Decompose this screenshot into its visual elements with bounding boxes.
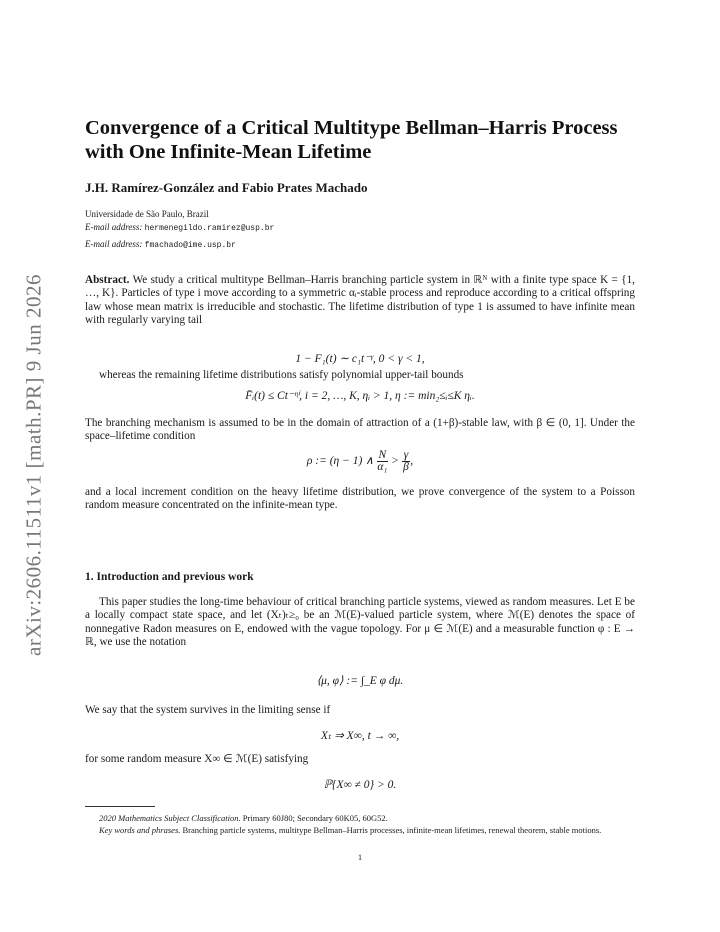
abstract-paragraph-2-wrap (85, 369, 635, 382)
intro-paragraph-2: We say that the system survives in the limiting sense if (85, 704, 331, 716)
eq-rho-left: ρ := (η − 1) ∧ (306, 455, 374, 468)
paper-authors: J.H. Ramírez-González and Fabio Prates Machado (85, 180, 368, 195)
fraction-denominator: α₁ (377, 461, 388, 473)
intro-paragraph-3-wrap (85, 753, 635, 766)
email-line-1 (85, 221, 635, 235)
page-number: 1 (357, 852, 363, 862)
email-address-1[interactable]: hermenegildo.ramirez@usp.br (144, 224, 275, 233)
fraction-denominator: β (403, 461, 409, 473)
arxiv-identifier: arXiv:2606.11511v1 [math.PR] 9 Jun 2026 (21, 274, 46, 656)
equation-upper-tail: F̄ᵢ(t) ≤ Ct⁻ᶯⁱ, i = 2, …, K, ηᵢ > 1, η := min₂≤ᵢ≤K ηᵢ. (245, 390, 475, 402)
abstract-paragraph-1 (85, 274, 635, 327)
equation-convergence: Xₜ ⇒ X∞, t → ∞, (320, 730, 400, 742)
fraction-n-alpha (377, 450, 389, 473)
intro-paragraph-1-wrap (85, 596, 635, 649)
keywords-label: Key words and phrases. (99, 825, 181, 835)
equation-tail: 1 − F₁(t) ∼ c₁t⁻ᵞ, 0 < γ < 1, (295, 353, 425, 365)
fraction-numerator: N (378, 449, 387, 461)
intro-paragraph-1: This paper studies the long-time behaviour of critical branching particle systems, viewed as random measures. Let E be a locally compact state space, and let (Xₜ)ₜ≥₀ be an ℳ(E)-valued particle system, where ℳ(E) denotes the space of nonnegative Radon measures on E, endowed with the vague topology. For μ ∈ ℳ(E) and a measurable function φ : E → ℝ, we use the notation (85, 596, 635, 648)
email-label: E-mail address: (85, 222, 143, 232)
arxiv-sidebar-stamp (20, 255, 48, 675)
abstract-paragraph-4-wrap (85, 486, 635, 513)
eq-gt: > (391, 455, 399, 468)
footnote-msc (85, 812, 635, 824)
intro-paragraph-2-wrap (85, 704, 635, 717)
fraction-numerator: γ (403, 449, 409, 461)
footnote-rule (85, 806, 155, 807)
section-heading-introduction: 1. Introduction and previous work (85, 571, 254, 583)
paper-title: Convergence of a Critical Multitype Bellman–Harris Process with One Infinite-Mean Lifetime (85, 117, 618, 163)
affiliation: Universidade de São Paulo, Brazil (85, 209, 209, 219)
affiliation-block (85, 208, 635, 252)
email-address-2[interactable]: fmachado@ime.usp.br (144, 241, 236, 250)
email-line-2 (85, 238, 635, 252)
abstract (85, 274, 635, 327)
fraction-gamma-beta (402, 449, 414, 473)
msc-label: 2020 Mathematics Subject Classification. (99, 813, 241, 823)
keywords-text: Branching particle systems, multitype Bellman–Harris processes, infinite-mean lifetimes, renewal theorem, stable motions. (182, 825, 602, 835)
msc-text: Primary 60J80; Secondary 60K05, 60G52. (242, 813, 388, 823)
equation-pairing: ⟨μ, φ⟩ := ∫_E φ dμ. (316, 675, 404, 687)
footnotes (85, 812, 635, 836)
equation-survival: ℙ{X∞ ≠ 0} > 0. (323, 779, 397, 791)
email-label: E-mail address: (85, 239, 143, 249)
eq-end: , (410, 455, 414, 468)
equation-space-lifetime (85, 450, 635, 473)
abstract-paragraph-3-wrap (85, 417, 635, 444)
abstract-label: Abstract. (85, 274, 130, 286)
abstract-paragraph-3: The branching mechanism is assumed to be in the domain of attraction of a (1+β)-stable law, with β ∈ (0, 1]. Under the space–lifetime condition (85, 417, 635, 443)
intro-paragraph-3: for some random measure X∞ ∈ ℳ(E) satisfying (85, 753, 309, 765)
footnote-keywords (85, 824, 635, 836)
abstract-paragraph-4: and a local increment condition on the heavy lifetime distribution, we prove convergence of the system to a Poisson random measure concentrated on the infinite-mean type. (85, 486, 635, 512)
abstract-text-1: We study a critical multitype Bellman–Harris branching particle system in ℝᴺ with a finite type space K = {1, …, K}. Particles of type i move according to a symmetric αᵢ-stable process and reproduce according to a critical offspring law whose mean matrix is irreducible and stochastic. The lifetime distribution of type 1 is assumed to have infinite mean with regularly varying tail (85, 274, 635, 326)
abstract-paragraph-2: whereas the remaining lifetime distributions satisfy polynomial upper-tail bounds (99, 369, 464, 381)
